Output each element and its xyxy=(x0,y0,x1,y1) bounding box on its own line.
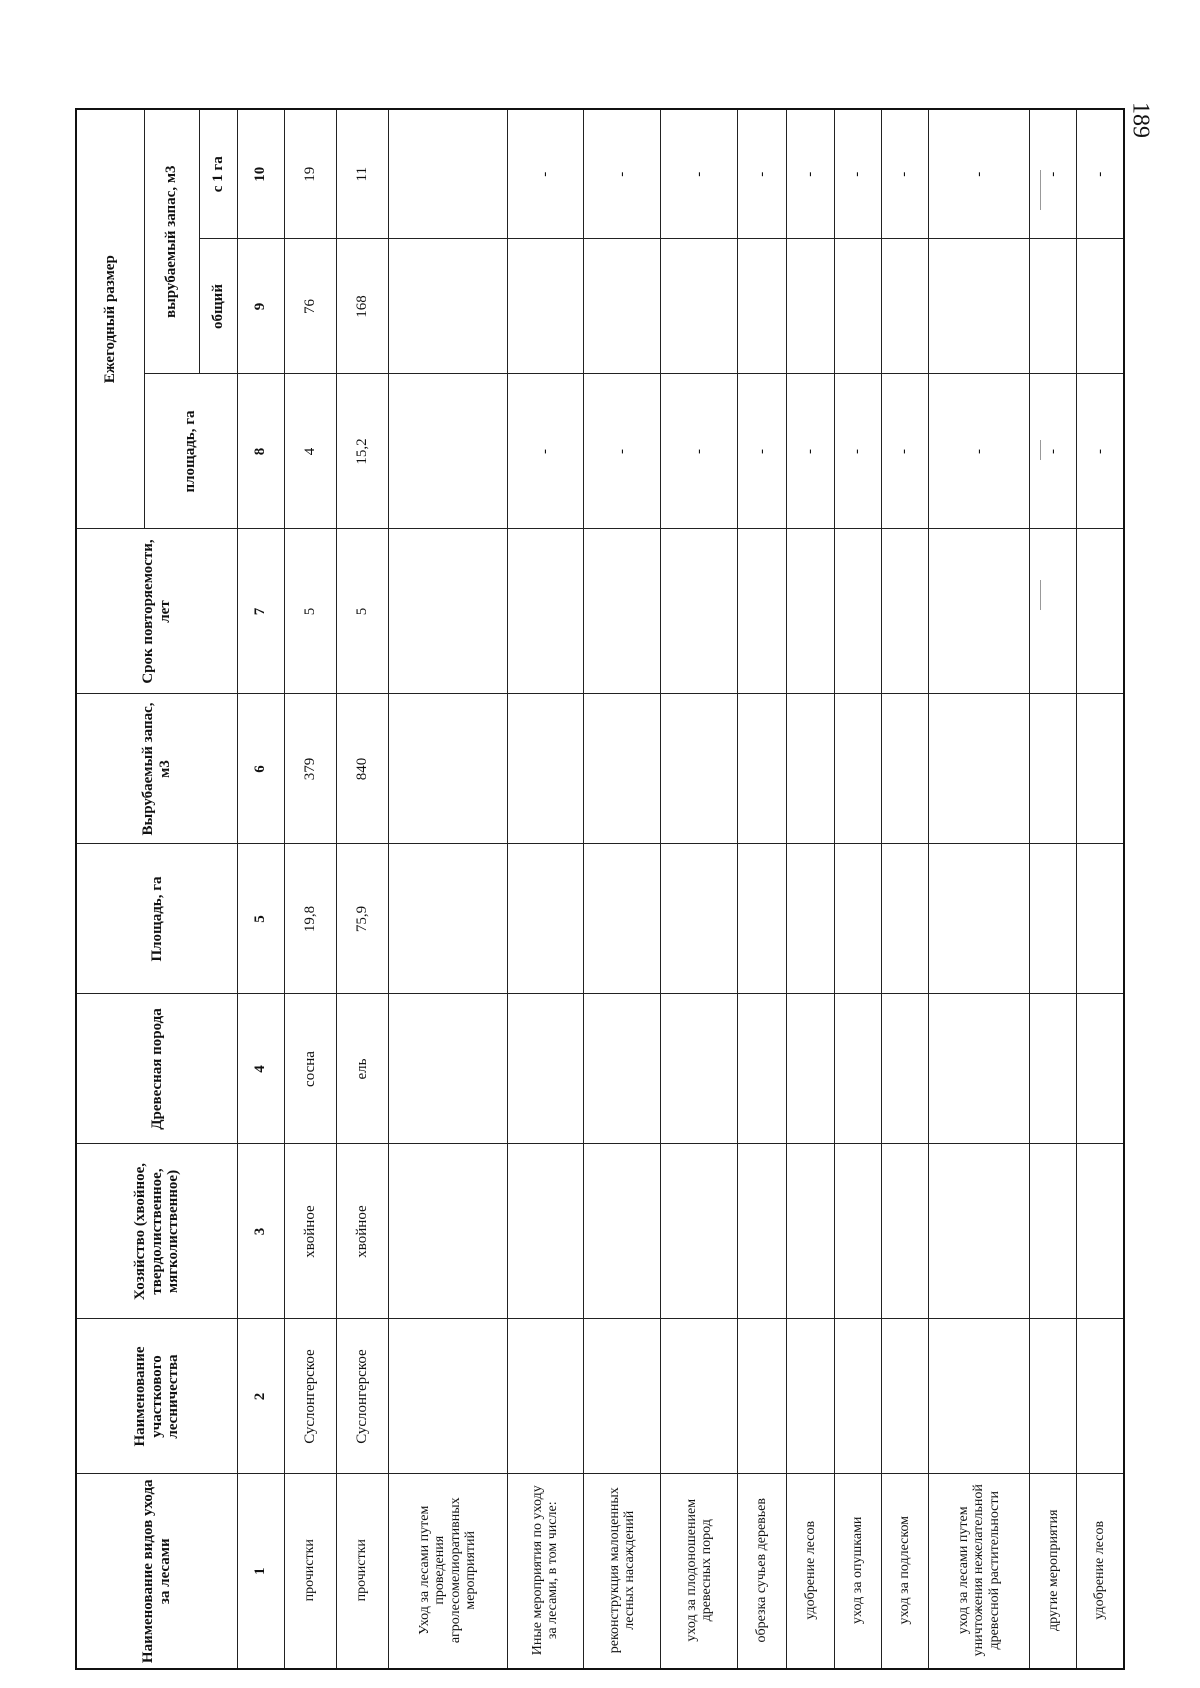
species-cell xyxy=(507,994,584,1144)
stock-cell xyxy=(661,694,738,844)
area-cell xyxy=(928,844,1030,994)
care-type-cell: уход за подлеском xyxy=(881,1474,928,1669)
annual-total-cell: 168 xyxy=(336,239,388,374)
annual-total-cell xyxy=(928,239,1030,374)
column-number: 5 xyxy=(237,844,284,994)
column-number: 8 xyxy=(237,374,284,529)
farm-type-cell xyxy=(661,1144,738,1319)
annual-area-cell: - xyxy=(1030,374,1077,529)
farm-type-cell: хвойное xyxy=(284,1144,336,1319)
annual-area-cell: - xyxy=(737,374,787,529)
annual-area-cell xyxy=(388,374,507,529)
table-row xyxy=(388,109,507,1669)
annual-total-cell xyxy=(661,239,738,374)
stock-cell xyxy=(1030,694,1077,844)
area-cell xyxy=(787,844,834,994)
stock-cell: 840 xyxy=(336,694,388,844)
annual-per-ha-cell: 19 xyxy=(284,109,336,239)
period-cell xyxy=(881,529,928,694)
column-number: 9 xyxy=(237,239,284,374)
area-cell xyxy=(388,844,507,994)
species-cell: ель xyxy=(336,994,388,1144)
table-row xyxy=(661,109,738,1669)
period-cell xyxy=(928,529,1030,694)
annual-per-ha-cell: - xyxy=(584,109,661,239)
period-cell xyxy=(388,529,507,694)
period-cell xyxy=(1077,529,1124,694)
farm-type-cell: хвойное xyxy=(336,1144,388,1319)
annual-per-ha-cell: - xyxy=(1077,109,1124,239)
table-row xyxy=(507,109,584,1669)
care-type-cell: уход за плодоношением древесных пород xyxy=(661,1474,738,1669)
care-type-cell: Иные мероприятия по уходу за лесами, в том числе: xyxy=(507,1474,584,1669)
header-area: Площадь, га xyxy=(76,844,237,994)
forestry-cell xyxy=(1030,1319,1077,1474)
care-type-cell: другие мероприятия xyxy=(1030,1474,1077,1669)
species-cell: сосна xyxy=(284,994,336,1144)
annual-per-ha-cell: - xyxy=(834,109,881,239)
farm-type-cell xyxy=(928,1144,1030,1319)
annual-total-cell xyxy=(1077,239,1124,374)
species-cell xyxy=(1030,994,1077,1144)
forestry-cell xyxy=(737,1319,787,1474)
period-cell: 5 xyxy=(284,529,336,694)
rotated-table-wrapper xyxy=(75,110,1125,1670)
annual-per-ha-cell: - xyxy=(737,109,787,239)
page-number: 189 xyxy=(1127,102,1154,138)
area-cell xyxy=(584,844,661,994)
annual-area-cell: - xyxy=(834,374,881,529)
forestry-cell xyxy=(661,1319,738,1474)
forestry-cell xyxy=(881,1319,928,1474)
species-cell xyxy=(388,994,507,1144)
table-row xyxy=(787,109,834,1669)
stock-cell xyxy=(881,694,928,844)
annual-total-cell xyxy=(507,239,584,374)
period-cell: 5 xyxy=(336,529,388,694)
farm-type-cell xyxy=(881,1144,928,1319)
annual-area-cell: 15,2 xyxy=(336,374,388,529)
table-row xyxy=(584,109,661,1669)
header-annual-per-ha: с 1 га xyxy=(199,109,237,239)
stock-cell: 379 xyxy=(284,694,336,844)
column-number: 4 xyxy=(237,994,284,1144)
forestry-cell xyxy=(584,1319,661,1474)
annual-area-cell: - xyxy=(661,374,738,529)
annual-area-cell: 4 xyxy=(284,374,336,529)
table-row xyxy=(336,109,388,1669)
period-cell xyxy=(1030,529,1077,694)
header-species: Древесная порода xyxy=(76,994,237,1144)
annual-area-cell: - xyxy=(1077,374,1124,529)
table-row xyxy=(834,109,881,1669)
area-cell xyxy=(737,844,787,994)
annual-total-cell xyxy=(388,239,507,374)
area-cell: 75,9 xyxy=(336,844,388,994)
care-type-cell: прочистки xyxy=(284,1474,336,1669)
header-annual-size: Ежегодный размер xyxy=(76,109,144,529)
farm-type-cell xyxy=(834,1144,881,1319)
annual-area-cell: - xyxy=(507,374,584,529)
stock-cell xyxy=(388,694,507,844)
header-annual-stock: вырубаемый запас, м3 xyxy=(144,109,199,374)
header-annual-total: общий xyxy=(199,239,237,374)
farm-type-cell xyxy=(1077,1144,1124,1319)
area-cell xyxy=(661,844,738,994)
stock-cell xyxy=(928,694,1030,844)
annual-per-ha-cell: - xyxy=(928,109,1030,239)
column-number: 1 xyxy=(237,1474,284,1669)
header-forestry: Наименование участкового лесничества xyxy=(76,1319,237,1474)
period-cell xyxy=(737,529,787,694)
care-type-cell: прочистки xyxy=(336,1474,388,1669)
species-cell xyxy=(787,994,834,1144)
forestry-cell xyxy=(787,1319,834,1474)
area-cell xyxy=(834,844,881,994)
stock-cell xyxy=(737,694,787,844)
header-stock: Вырубаемый запас, м3 xyxy=(76,694,237,844)
period-cell xyxy=(834,529,881,694)
area-cell: 19,8 xyxy=(284,844,336,994)
care-type-cell: удобрение лесов xyxy=(1077,1474,1124,1669)
table-row xyxy=(737,109,787,1669)
forestry-cell xyxy=(507,1319,584,1474)
period-cell xyxy=(584,529,661,694)
forestry-cell xyxy=(928,1319,1030,1474)
area-cell xyxy=(1030,844,1077,994)
table-row xyxy=(1030,109,1077,1669)
area-cell xyxy=(1077,844,1124,994)
period-cell xyxy=(787,529,834,694)
farm-type-cell xyxy=(787,1144,834,1319)
header-care-type: Наименование видов ухода за лесами xyxy=(76,1474,237,1669)
annual-per-ha-cell: - xyxy=(1030,109,1077,239)
care-type-cell: Уход за лесами путем проведения агролесомелиоративных мероприятий xyxy=(388,1474,507,1669)
species-cell xyxy=(881,994,928,1144)
area-cell xyxy=(507,844,584,994)
stock-cell xyxy=(834,694,881,844)
annual-total-cell xyxy=(834,239,881,374)
area-cell xyxy=(881,844,928,994)
farm-type-cell xyxy=(1030,1144,1077,1319)
farm-type-cell xyxy=(507,1144,584,1319)
stock-cell xyxy=(1077,694,1124,844)
header-period: Срок повторяемости, лет xyxy=(76,529,237,694)
column-number: 2 xyxy=(237,1319,284,1474)
annual-per-ha-cell xyxy=(388,109,507,239)
species-cell xyxy=(584,994,661,1144)
species-cell xyxy=(661,994,738,1144)
column-number-row xyxy=(237,109,284,1669)
stock-cell xyxy=(787,694,834,844)
annual-total-cell xyxy=(881,239,928,374)
forestry-cell xyxy=(1077,1319,1124,1474)
species-cell xyxy=(1077,994,1124,1144)
forestry-cell: Суслонгерское xyxy=(284,1319,336,1474)
annual-area-cell: - xyxy=(584,374,661,529)
column-number: 10 xyxy=(237,109,284,239)
annual-total-cell: 76 xyxy=(284,239,336,374)
annual-per-ha-cell: - xyxy=(787,109,834,239)
forestry-cell xyxy=(834,1319,881,1474)
column-number: 6 xyxy=(237,694,284,844)
annual-per-ha-cell: - xyxy=(661,109,738,239)
header-farm-type: Хозяйство (хвойное, твердолиственное, мягколиственное) xyxy=(76,1144,237,1319)
table-row xyxy=(284,109,336,1669)
annual-per-ha-cell: - xyxy=(881,109,928,239)
annual-per-ha-cell: - xyxy=(507,109,584,239)
care-type-cell: уход за лесами путем уничтожения нежелательной древесной растительности xyxy=(928,1474,1030,1669)
period-cell xyxy=(661,529,738,694)
column-number: 7 xyxy=(237,529,284,694)
forest-care-table xyxy=(75,108,1125,1670)
annual-total-cell xyxy=(1030,239,1077,374)
annual-total-cell xyxy=(737,239,787,374)
annual-area-cell: - xyxy=(787,374,834,529)
care-type-cell: уход за опушками xyxy=(834,1474,881,1669)
annual-area-cell: - xyxy=(928,374,1030,529)
annual-per-ha-cell: 11 xyxy=(336,109,388,239)
care-type-cell: реконструкция малоценных лесных насаждений xyxy=(584,1474,661,1669)
farm-type-cell xyxy=(584,1144,661,1319)
annual-total-cell xyxy=(787,239,834,374)
period-cell xyxy=(507,529,584,694)
forestry-cell: Суслонгерское xyxy=(336,1319,388,1474)
care-type-cell: обрезка сучьев деревьев xyxy=(737,1474,787,1669)
table-row xyxy=(881,109,928,1669)
header-annual-area: площадь, га xyxy=(144,374,237,529)
care-type-cell: удобрение лесов xyxy=(787,1474,834,1669)
species-cell xyxy=(928,994,1030,1144)
table-row xyxy=(1077,109,1124,1669)
farm-type-cell xyxy=(388,1144,507,1319)
forestry-cell xyxy=(388,1319,507,1474)
stock-cell xyxy=(507,694,584,844)
species-cell xyxy=(737,994,787,1144)
species-cell xyxy=(834,994,881,1144)
column-number: 3 xyxy=(237,1144,284,1319)
table-row xyxy=(928,109,1030,1669)
farm-type-cell xyxy=(737,1144,787,1319)
annual-area-cell: - xyxy=(881,374,928,529)
annual-total-cell xyxy=(584,239,661,374)
stock-cell xyxy=(584,694,661,844)
